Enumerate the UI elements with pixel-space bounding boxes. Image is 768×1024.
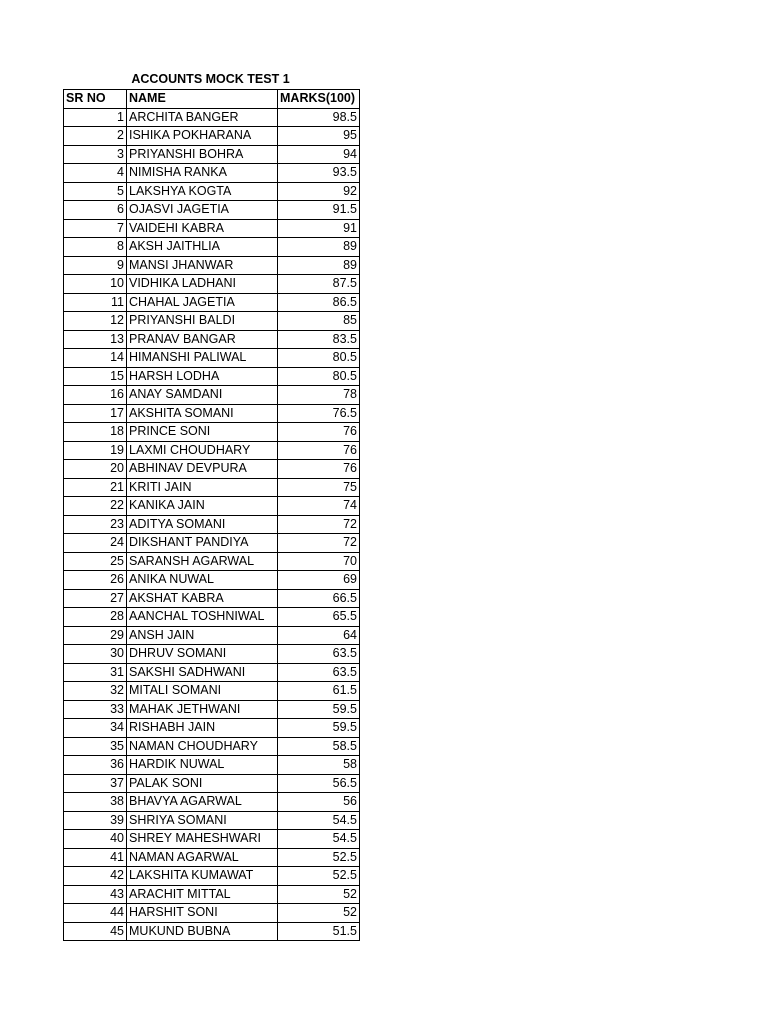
- cell-sr-no: 18: [64, 423, 127, 442]
- table-row: [64, 663, 360, 682]
- cell-name: HARSH LODHA: [127, 367, 278, 386]
- table-row: [64, 127, 360, 146]
- cell-marks: 76: [278, 460, 360, 479]
- cell-sr-no: 38: [64, 793, 127, 812]
- cell-name: ABHINAV DEVPURA: [127, 460, 278, 479]
- cell-marks: 56.5: [278, 774, 360, 793]
- cell-marks: 91: [278, 219, 360, 238]
- cell-name: PALAK SONI: [127, 774, 278, 793]
- table-row: [64, 275, 360, 294]
- cell-name: VIDHIKA LADHANI: [127, 275, 278, 294]
- cell-sr-no: 10: [64, 275, 127, 294]
- cell-sr-no: 40: [64, 830, 127, 849]
- cell-name: CHAHAL JAGETIA: [127, 293, 278, 312]
- table-row: [64, 404, 360, 423]
- table-row: [64, 182, 360, 201]
- cell-sr-no: 30: [64, 645, 127, 664]
- table-row: [64, 645, 360, 664]
- table-row: [64, 219, 360, 238]
- cell-name: ANIKA NUWAL: [127, 571, 278, 590]
- table-row: [64, 256, 360, 275]
- table-row: [64, 330, 360, 349]
- cell-marks: 52: [278, 885, 360, 904]
- cell-sr-no: 31: [64, 663, 127, 682]
- cell-marks: 63.5: [278, 663, 360, 682]
- cell-sr-no: 1: [64, 108, 127, 127]
- column-header-name: NAME: [127, 90, 278, 109]
- cell-sr-no: 2: [64, 127, 127, 146]
- cell-marks: 98.5: [278, 108, 360, 127]
- cell-marks: 58: [278, 756, 360, 775]
- table-row: [64, 904, 360, 923]
- cell-marks: 76: [278, 441, 360, 460]
- cell-sr-no: 42: [64, 867, 127, 886]
- cell-sr-no: 16: [64, 386, 127, 405]
- cell-name: MITALI SOMANI: [127, 682, 278, 701]
- cell-sr-no: 15: [64, 367, 127, 386]
- table-row: [64, 201, 360, 220]
- cell-sr-no: 9: [64, 256, 127, 275]
- cell-name: OJASVI JAGETIA: [127, 201, 278, 220]
- cell-sr-no: 33: [64, 700, 127, 719]
- cell-sr-no: 12: [64, 312, 127, 331]
- cell-name: SAKSHI SADHWANI: [127, 663, 278, 682]
- cell-sr-no: 32: [64, 682, 127, 701]
- cell-name: DHRUV SOMANI: [127, 645, 278, 664]
- cell-name: NAMAN AGARWAL: [127, 848, 278, 867]
- cell-name: MAHAK JETHWANI: [127, 700, 278, 719]
- cell-sr-no: 13: [64, 330, 127, 349]
- table-row: [64, 774, 360, 793]
- cell-sr-no: 5: [64, 182, 127, 201]
- table-row: [64, 682, 360, 701]
- cell-marks: 54.5: [278, 811, 360, 830]
- cell-marks: 85: [278, 312, 360, 331]
- cell-marks: 89: [278, 256, 360, 275]
- cell-name: AANCHAL TOSHNIWAL: [127, 608, 278, 627]
- cell-marks: 63.5: [278, 645, 360, 664]
- cell-sr-no: 20: [64, 460, 127, 479]
- table-row: [64, 811, 360, 830]
- results-table: [63, 89, 360, 941]
- cell-sr-no: 19: [64, 441, 127, 460]
- cell-name: ARCHITA BANGER: [127, 108, 278, 127]
- cell-name: AKSHAT KABRA: [127, 589, 278, 608]
- table-row: [64, 423, 360, 442]
- cell-sr-no: 41: [64, 848, 127, 867]
- table-row: [64, 145, 360, 164]
- cell-marks: 52.5: [278, 867, 360, 886]
- cell-sr-no: 14: [64, 349, 127, 368]
- cell-marks: 91.5: [278, 201, 360, 220]
- table-row: [64, 238, 360, 257]
- cell-marks: 61.5: [278, 682, 360, 701]
- table-row: [64, 589, 360, 608]
- table-row: [64, 386, 360, 405]
- cell-name: ANAY SAMDANI: [127, 386, 278, 405]
- table-row: [64, 497, 360, 516]
- cell-marks: 74: [278, 497, 360, 516]
- cell-marks: 59.5: [278, 719, 360, 738]
- cell-name: ISHIKA POKHARANA: [127, 127, 278, 146]
- cell-name: LAKSHITA KUMAWAT: [127, 867, 278, 886]
- cell-marks: 89: [278, 238, 360, 257]
- cell-sr-no: 26: [64, 571, 127, 590]
- cell-name: ANSH JAIN: [127, 626, 278, 645]
- cell-marks: 78: [278, 386, 360, 405]
- cell-marks: 75: [278, 478, 360, 497]
- sheet-title: ACCOUNTS MOCK TEST 1: [131, 72, 290, 86]
- cell-name: AKSHITA SOMANI: [127, 404, 278, 423]
- cell-sr-no: 7: [64, 219, 127, 238]
- cell-marks: 52.5: [278, 848, 360, 867]
- cell-name: HARDIK NUWAL: [127, 756, 278, 775]
- cell-marks: 76.5: [278, 404, 360, 423]
- cell-sr-no: 3: [64, 145, 127, 164]
- cell-name: MUKUND BUBNA: [127, 922, 278, 941]
- cell-marks: 83.5: [278, 330, 360, 349]
- cell-name: NIMISHA RANKA: [127, 164, 278, 183]
- cell-marks: 87.5: [278, 275, 360, 294]
- cell-name: PRIYANSHI BALDI: [127, 312, 278, 331]
- cell-sr-no: 27: [64, 589, 127, 608]
- table-body: [64, 108, 360, 941]
- cell-name: BHAVYA AGARWAL: [127, 793, 278, 812]
- cell-marks: 72: [278, 515, 360, 534]
- table-row: [64, 626, 360, 645]
- cell-marks: 65.5: [278, 608, 360, 627]
- cell-sr-no: 44: [64, 904, 127, 923]
- cell-marks: 64: [278, 626, 360, 645]
- table-row: [64, 608, 360, 627]
- cell-sr-no: 6: [64, 201, 127, 220]
- table-row: [64, 922, 360, 941]
- cell-name: PRINCE SONI: [127, 423, 278, 442]
- cell-sr-no: 29: [64, 626, 127, 645]
- table-row: [64, 700, 360, 719]
- cell-sr-no: 17: [64, 404, 127, 423]
- cell-name: HARSHIT SONI: [127, 904, 278, 923]
- cell-marks: 58.5: [278, 737, 360, 756]
- cell-name: DIKSHANT PANDIYA: [127, 534, 278, 553]
- cell-name: AKSH JAITHLIA: [127, 238, 278, 257]
- cell-name: RISHABH JAIN: [127, 719, 278, 738]
- results-sheet: [63, 70, 360, 941]
- cell-sr-no: 34: [64, 719, 127, 738]
- cell-marks: 56: [278, 793, 360, 812]
- cell-name: LAXMI CHOUDHARY: [127, 441, 278, 460]
- column-header-sr-no: SR NO: [64, 90, 127, 109]
- table-row: [64, 552, 360, 571]
- table-row: [64, 478, 360, 497]
- cell-name: VAIDEHI KABRA: [127, 219, 278, 238]
- table-row: [64, 867, 360, 886]
- table-row: [64, 719, 360, 738]
- table-row: [64, 312, 360, 331]
- cell-marks: 93.5: [278, 164, 360, 183]
- cell-sr-no: 43: [64, 885, 127, 904]
- cell-sr-no: 35: [64, 737, 127, 756]
- cell-marks: 51.5: [278, 922, 360, 941]
- table-row: [64, 885, 360, 904]
- cell-name: SHRIYA SOMANI: [127, 811, 278, 830]
- table-row: [64, 108, 360, 127]
- cell-marks: 59.5: [278, 700, 360, 719]
- table-row: [64, 460, 360, 479]
- cell-sr-no: 36: [64, 756, 127, 775]
- cell-marks: 69: [278, 571, 360, 590]
- cell-name: SARANSH AGARWAL: [127, 552, 278, 571]
- cell-sr-no: 11: [64, 293, 127, 312]
- cell-sr-no: 22: [64, 497, 127, 516]
- cell-name: NAMAN CHOUDHARY: [127, 737, 278, 756]
- cell-marks: 95: [278, 127, 360, 146]
- column-header-marks: MARKS(100): [278, 90, 360, 109]
- cell-sr-no: 24: [64, 534, 127, 553]
- table-row: [64, 164, 360, 183]
- table-row: [64, 737, 360, 756]
- cell-sr-no: 4: [64, 164, 127, 183]
- cell-sr-no: 8: [64, 238, 127, 257]
- cell-marks: 92: [278, 182, 360, 201]
- cell-marks: 76: [278, 423, 360, 442]
- cell-sr-no: 45: [64, 922, 127, 941]
- cell-name: LAKSHYA KOGTA: [127, 182, 278, 201]
- cell-name: KANIKA JAIN: [127, 497, 278, 516]
- cell-sr-no: 39: [64, 811, 127, 830]
- cell-sr-no: 21: [64, 478, 127, 497]
- cell-sr-no: 28: [64, 608, 127, 627]
- table-row: [64, 830, 360, 849]
- table-row: [64, 848, 360, 867]
- cell-marks: 86.5: [278, 293, 360, 312]
- cell-marks: 80.5: [278, 349, 360, 368]
- cell-marks: 52: [278, 904, 360, 923]
- cell-name: PRANAV BANGAR: [127, 330, 278, 349]
- cell-name: PRIYANSHI BOHRA: [127, 145, 278, 164]
- cell-name: ADITYA SOMANI: [127, 515, 278, 534]
- cell-sr-no: 37: [64, 774, 127, 793]
- cell-sr-no: 23: [64, 515, 127, 534]
- table-row: [64, 349, 360, 368]
- cell-name: SHREY MAHESHWARI: [127, 830, 278, 849]
- cell-marks: 80.5: [278, 367, 360, 386]
- cell-name: MANSI JHANWAR: [127, 256, 278, 275]
- table-row: [64, 293, 360, 312]
- cell-sr-no: 25: [64, 552, 127, 571]
- cell-name: HIMANSHI PALIWAL: [127, 349, 278, 368]
- cell-marks: 54.5: [278, 830, 360, 849]
- cell-marks: 94: [278, 145, 360, 164]
- table-row: [64, 571, 360, 590]
- cell-marks: 70: [278, 552, 360, 571]
- table-row: [64, 441, 360, 460]
- table-row: [64, 793, 360, 812]
- table-row: [64, 756, 360, 775]
- table-row: [64, 367, 360, 386]
- table-row: [64, 534, 360, 553]
- cell-name: ARACHIT MITTAL: [127, 885, 278, 904]
- table-header-row: [64, 90, 360, 109]
- table-row: [64, 515, 360, 534]
- cell-name: KRITI JAIN: [127, 478, 278, 497]
- cell-marks: 72: [278, 534, 360, 553]
- cell-marks: 66.5: [278, 589, 360, 608]
